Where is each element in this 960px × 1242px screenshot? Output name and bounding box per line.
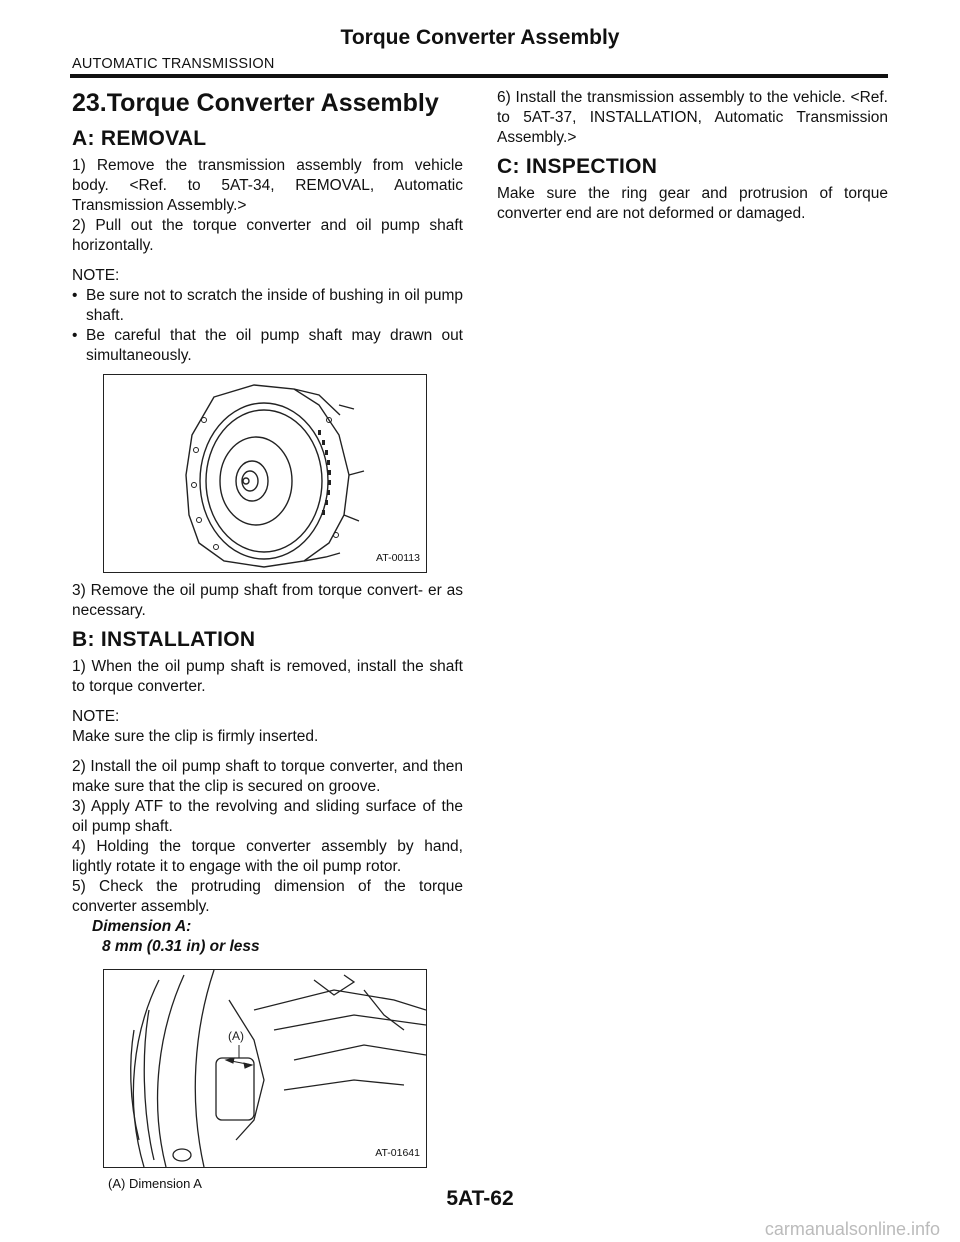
inspection-text: Make sure the ring gear and protrusion of torque converter end are not deformed or damaged.	[497, 185, 888, 222]
installation-step-3: 3) Apply ATF to the revolving and sliding surface of the oil pump shaft.	[72, 798, 463, 835]
spec-value: 8 mm (0.31 in) or less	[102, 938, 260, 955]
inspection-heading: C: INSPECTION	[497, 155, 658, 178]
left-column	[72, 88, 463, 1194]
bullet-text: Be careful that the oil pump shaft may drawn out simultaneously.	[86, 327, 463, 364]
installation-note-text: Make sure the clip is firmly inserted.	[72, 728, 319, 745]
removal-note-bullet-1	[72, 286, 463, 326]
removal-note-bullet-2	[72, 326, 463, 366]
page-header-title: Torque Converter Assembly	[340, 26, 620, 49]
bullet-text: Be sure not to scratch the inside of bushing in oil pump shaft.	[86, 287, 463, 324]
figure-dimension-a	[103, 969, 427, 1168]
right-column	[497, 88, 888, 224]
figure-caption: (A) Dimension A	[108, 1176, 202, 1191]
watermark: carmanualsonline.info	[764, 1219, 940, 1239]
installation-step-1: 1) When the oil pump shaft is removed, install the shaft to torque converter.	[72, 658, 463, 695]
removal-step-2: 2) Pull out the torque converter and oil pump shaft horizontally.	[72, 217, 463, 254]
dimension-illustration	[104, 970, 426, 1167]
removal-step-3: 3) Remove the oil pump shaft from torque convert- er as necessary.	[72, 582, 463, 619]
figure-id: AT-00113	[376, 552, 420, 564]
removal-step-1: 1) Remove the transmission assembly from vehicle body. <Ref. to 5AT-34, REMOVAL, Automatic Transmission Assembly.>	[72, 157, 463, 214]
installation-step-5: 5) Check the protruding dimension of the torque converter assembly.	[72, 878, 463, 915]
header-rule	[70, 74, 888, 78]
section-label: AUTOMATIC TRANSMISSION	[72, 56, 275, 72]
bullet-icon: •	[72, 327, 78, 344]
figure-torque-converter	[103, 374, 427, 573]
installation-step-6: 6) Install the transmission assembly to the vehicle. <Ref. to 5AT-37, INSTALLATION, Automatic Transmission Assembly.>	[497, 89, 888, 146]
page-number: 5AT-62	[446, 1187, 514, 1210]
figure-id: AT-01641	[375, 1147, 420, 1159]
installation-note-label: NOTE:	[72, 708, 120, 725]
removal-heading: A: REMOVAL	[72, 127, 207, 150]
installation-heading: B: INSTALLATION	[72, 628, 256, 651]
removal-note-label: NOTE:	[72, 267, 120, 284]
bullet-icon: •	[72, 287, 78, 304]
chapter-title: 23.Torque Converter Assembly	[72, 89, 439, 117]
spec-label: Dimension A:	[92, 918, 192, 935]
installation-step-4: 4) Holding the torque converter assembly by hand, lightly rotate it to engage with the oil pump rotor.	[72, 838, 463, 875]
figure-callout: (A)	[228, 1029, 244, 1043]
installation-step-2: 2) Install the oil pump shaft to torque converter, and then make sure that the clip is secured on groove.	[72, 758, 463, 795]
torque-converter-illustration	[104, 375, 426, 572]
